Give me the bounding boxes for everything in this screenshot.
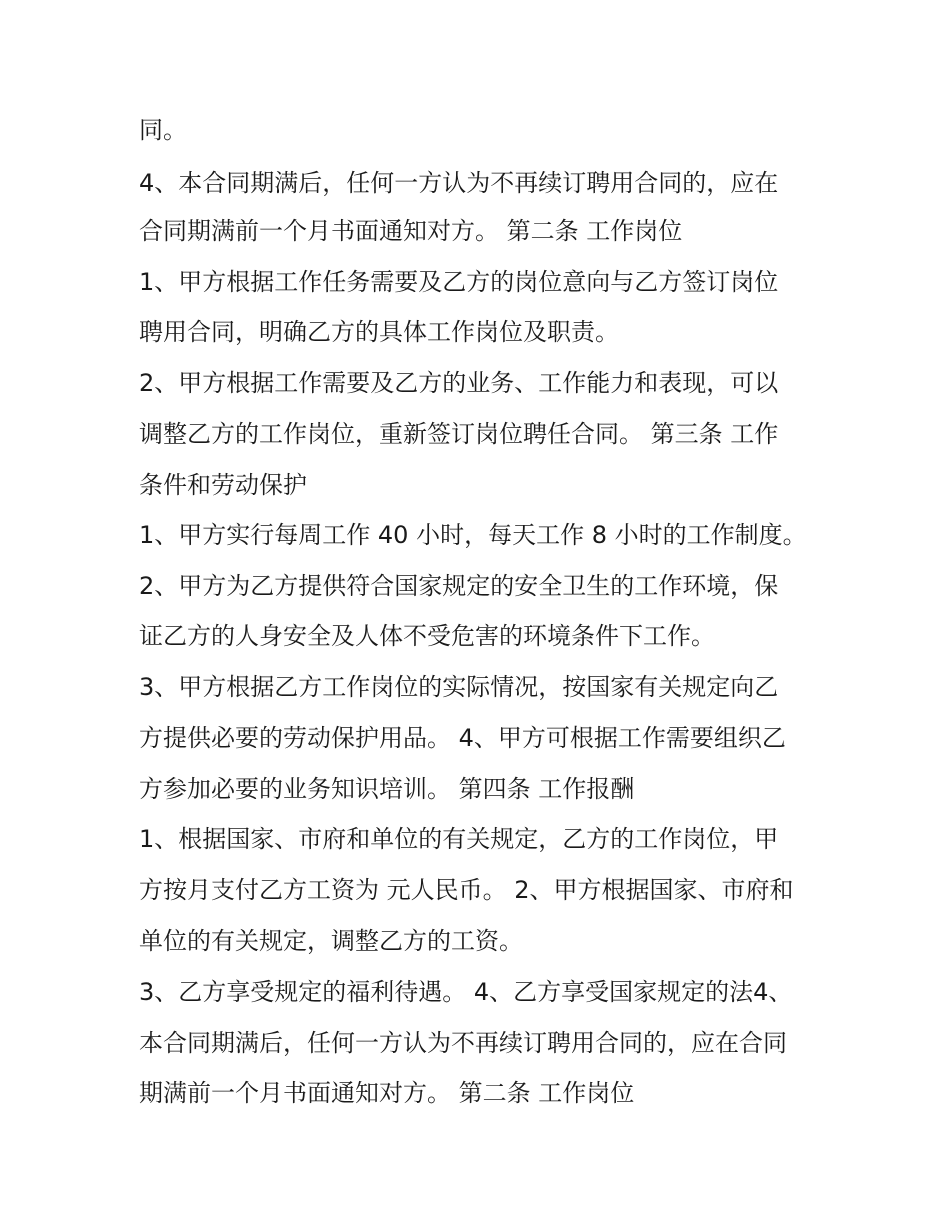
text-line: 1、甲方实行每周工作 40 小时，每天工作 8 小时的工作制度。 [139,521,807,549]
text-line: 合同期满前一个月书面通知对方。 第二条 工作岗位 [139,217,683,245]
text-line: 方按月支付乙方工资为 元人民币。 2、甲方根据国家、市府和 [139,876,794,904]
text-line: 同。 [139,116,187,144]
text-line: 2、甲方为乙方提供符合国家规定的安全卫生的工作环境，保 [139,572,779,600]
text-line: 单位的有关规定，调整乙方的工资。 [139,927,523,955]
text-line: 4、本合同期满后，任何一方认为不再续订聘用合同的，应在 [139,169,779,197]
text-line: 聘用合同，明确乙方的具体工作岗位及职责。 [139,318,619,346]
text-line: 证乙方的人身安全及人体不受危害的环境条件下工作。 [139,622,715,650]
text-line: 方提供必要的劳动保护用品。 4、甲方可根据工作需要组织乙 [139,724,786,752]
text-line: 条件和劳动保护 [139,471,307,499]
text-line: 1、根据国家、市府和单位的有关规定，乙方的工作岗位，甲 [139,825,779,853]
text-line: 方参加必要的业务知识培训。 第四条 工作报酬 [139,775,635,803]
text-line: 2、甲方根据工作需要及乙方的业务、工作能力和表现，可以 [139,369,779,397]
text-line: 3、甲方根据乙方工作岗位的实际情况，按国家有关规定向乙 [139,673,779,701]
text-line: 调整乙方的工作岗位，重新签订岗位聘任合同。 第三条 工作 [139,420,779,448]
text-line: 期满前一个月书面通知对方。 第二条 工作岗位 [139,1079,635,1107]
text-line: 3、乙方享受规定的福利待遇。 4、乙方享受国家规定的法4、 [139,978,793,1006]
text-line: 1、甲方根据工作任务需要及乙方的岗位意向与乙方签订岗位 [139,268,779,296]
text-line: 本合同期满后，任何一方认为不再续订聘用合同的，应在合同 [139,1029,787,1057]
